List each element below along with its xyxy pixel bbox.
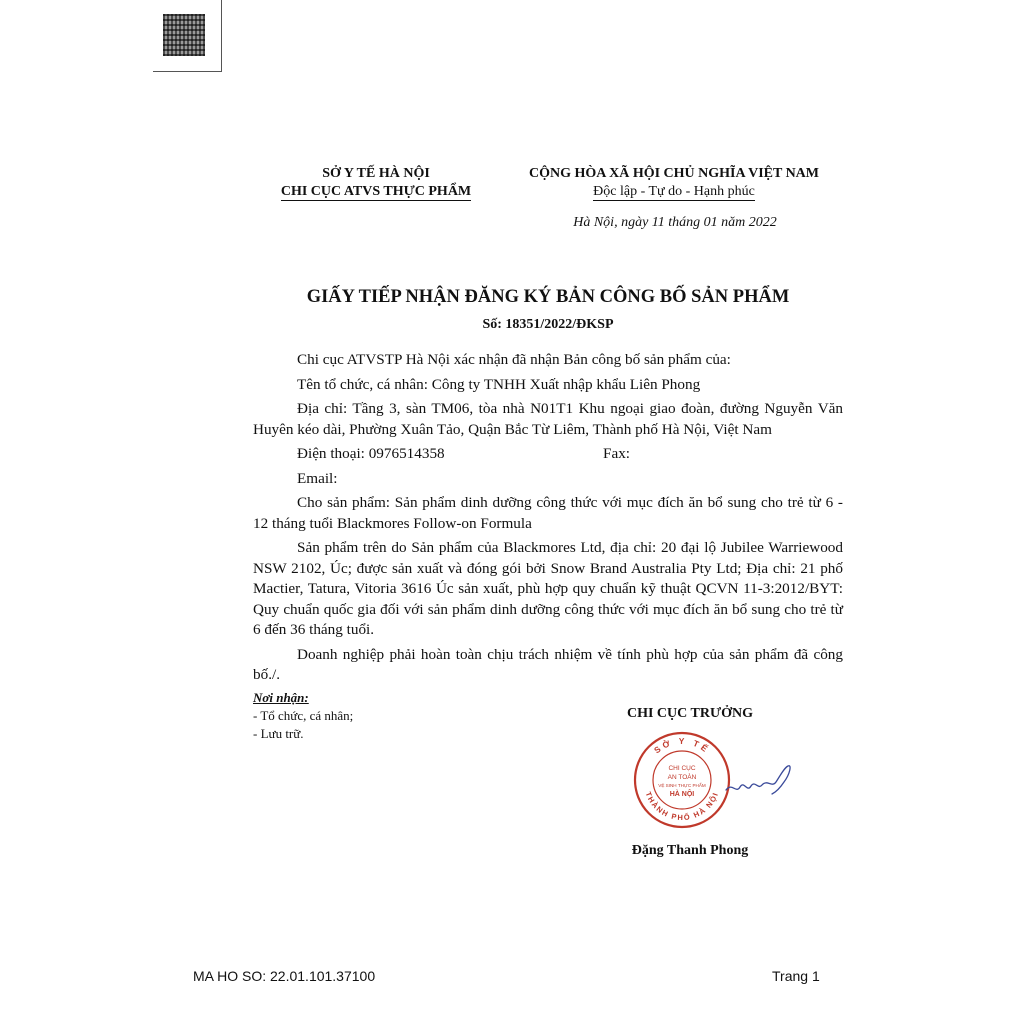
email-paragraph: Email: [297, 469, 338, 487]
signer-name: Đặng Thanh Phong [631, 843, 749, 858]
signer-title: CHI CỤC TRƯỞNG [626, 706, 753, 721]
phone-number: Điện thoại: 0976514358 [297, 445, 445, 462]
responsibility-paragraph: Doanh nghiệp phải hoàn toàn chịu trách nhiệm về tính phù hợp của sản phẩm đã công bố./. [253, 645, 843, 683]
seal-line-3: VỆ SINH THỰC PHẨM [658, 783, 706, 788]
recipients [253, 689, 353, 743]
recipient-item: - Lưu trữ. [253, 726, 304, 741]
recipient-item: - Tổ chức, cá nhân; [253, 708, 354, 723]
seal-bottom-arc: THÀNH PHỐ HÀ NỘI [643, 790, 721, 823]
contact-row [253, 444, 843, 465]
file-code: MA HO SO: 22.01.101.37100 [193, 968, 376, 984]
address-paragraph: Địa chỉ: Tầng 3, sàn TM06, tòa nhà N01T1 Khu ngoại giao đoàn, đường Nguyễn Văn Huyên kéo dài, Phường Xuân Tảo, Quận Bắc Từ Liêm, Thành phố Hà Nội, Việt Nam [253, 400, 843, 438]
issuer-agency: CHI CỤC ATVS THỰC PHẨM [280, 184, 472, 199]
handwritten-signature [722, 760, 802, 800]
issuer-header [256, 165, 496, 201]
seal-line-2: AN TOÀN [667, 774, 697, 781]
document-number: Số: 18351/2022/ĐKSP [482, 317, 614, 332]
seal-top-arc: SỞ Y TẾ [652, 735, 712, 756]
intro-paragraph: Chi cục ATVSTP Hà Nội xác nhận đã nhận Bản công bố sản phẩm của: [297, 351, 731, 368]
manufacturer-paragraph: Sản phẩm trên do Sản phẩm của Blackmores Ltd, địa chỉ: 20 đại lộ Jubilee Warriewood NSW 2102, Úc; được sản xuất và đóng gói bởi Snow Brand Australia Pty Ltd; Địa chỉ: 21 phố Mactier, Tatura, Vitoria 3616 Úc sản xuất, phù hợp quy chuẩn kỹ thuật QCVN 11-3:2012/BYT: Quy chuẩn quốc gia đối với sản phẩm dinh dưỡng công thức với mục đích ăn bổ sung cho trẻ từ 6 đến 36 tháng tuổi. [253, 539, 843, 638]
product-paragraph: Cho sản phẩm: Sản phẩm dinh dưỡng công thức với mục đích ăn bổ sung cho trẻ từ 6 - 12 tháng tuổi Blackmores Follow-on Formula [253, 494, 843, 532]
qr-code [163, 14, 205, 56]
recipients-label: Nơi nhận: [253, 690, 309, 705]
corner-mark-horizontal [153, 71, 222, 72]
issue-date: Hà Nội, ngày 11 tháng 01 năm 2022 [573, 215, 777, 230]
organization-paragraph: Tên tổ chức, cá nhân: Công ty TNHH Xuất nhập khẩu Liên Phong [297, 375, 701, 393]
national-title: CỘNG HÒA XÃ HỘI CHỦ NGHĨA VIỆT NAM [528, 166, 819, 181]
document-body [253, 350, 843, 690]
national-motto: Độc lập - Tự do - Hạnh phúc [593, 184, 755, 199]
issuer-department: SỞ Y TẾ HÀ NỘI [322, 166, 430, 181]
seal-line-4: HÀ NỘI [669, 791, 695, 798]
official-seal [632, 730, 732, 830]
corner-mark-vertical [221, 0, 222, 72]
fax-number: Fax: [603, 445, 631, 462]
document-title: GIẤY TIẾP NHẬN ĐĂNG KÝ BẢN CÔNG BỐ SẢN PHẨM [306, 287, 790, 307]
page-number: Trang 1 [772, 968, 820, 984]
seal-line-1: CHI CỤC [668, 765, 696, 772]
national-header [516, 165, 832, 201]
